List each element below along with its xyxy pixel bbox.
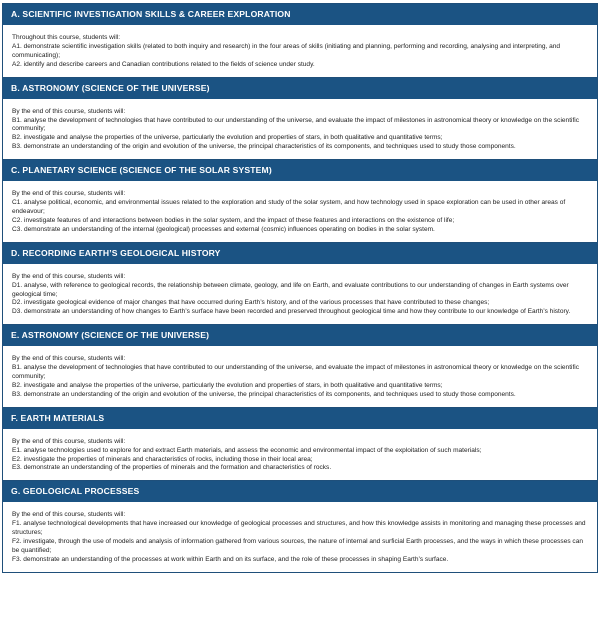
expectation-b3: B3. demonstrate an understanding of the origin and evolution of the universe, the principal characteristics of its components, and techniques used to study those components.	[12, 143, 516, 151]
section-header: D. RECORDING EARTH’S GEOLOGICAL HISTORY	[3, 243, 597, 264]
section-intro: By the end of this course, students will:	[12, 511, 126, 519]
section-body	[3, 264, 597, 325]
curriculum-document	[2, 3, 598, 573]
section-intro: By the end of this course, students will:	[12, 190, 126, 198]
expectation-b1: B1. analyse the development of technologies that have contributed to our understanding of the universe, and evaluate the impact of milestones in astronomical theory or knowledge on the scientific community;	[12, 116, 580, 133]
section-c	[2, 160, 598, 243]
section-body	[3, 502, 597, 571]
section-intro: Throughout this course, students will:	[12, 34, 121, 41]
expectation-f1: F1. analyse technological developments that have increased our knowledge of geological processes and structures, and how this knowledge assists in monitoring and managing these processes and structures;	[12, 520, 586, 537]
section-intro: By the end of this course, students will:	[12, 272, 126, 280]
section-b	[2, 78, 598, 161]
expectation-a2: A2. identify and describe careers and Canadian contributions related to the fields of science under study.	[12, 60, 315, 68]
section-body	[3, 429, 597, 481]
expectation-c1: C1. analyse political, economic, and environmental issues related to the exploration and study of the solar system, and how technology used in space exploration can be used in other areas of endeavour;	[12, 199, 566, 215]
section-body	[3, 346, 597, 407]
section-e	[2, 325, 598, 408]
expectation-e-b1: B1. analyse the development of technologies that have contributed to our understanding of the universe, and evaluate the impact of milestones in astronomical theory or knowledge on the scientific community;	[12, 364, 580, 381]
expectation-d2: D2. investigate geological evidence of major changes that have occurred during Earth’s history, and of the various processes that have contributed to these changes;	[12, 299, 490, 307]
section-intro: By the end of this course, students will:	[12, 355, 126, 363]
section-header: A. SCIENTIFIC INVESTIGATION SKILLS & CAREER EXPLORATION	[3, 4, 597, 25]
expectation-e2: E2. investigate the properties of minerals and characteristics of rocks, including those in their local area;	[12, 455, 313, 463]
section-header: B. ASTRONOMY (SCIENCE OF THE UNIVERSE)	[3, 78, 597, 99]
section-body	[3, 99, 597, 160]
expectation-e-b2: B2. investigate and analyse the properties of the universe, particularly the evolution and properties of stars, in both qualitative and quantitative terms;	[12, 381, 443, 389]
section-header: F. EARTH MATERIALS	[3, 408, 597, 429]
expectation-e1: E1. analyse technologies used to explore for and extract Earth materials, and assess the economic and environmental impact of the exploitation of such materials;	[12, 446, 482, 454]
expectation-d3: D3. demonstrate an understanding of how changes to Earth’s surface have been recorded and preserved throughout geological time and how they contribute to our knowledge of Earth’s history.	[12, 308, 571, 316]
section-intro: By the end of this course, students will:	[12, 107, 126, 115]
expectation-b2: B2. investigate and analyse the properties of the universe, particularly the evolution and properties of stars, in both qualitative and quantitative terms;	[12, 134, 443, 142]
expectation-f2: F2. investigate, through the use of models and analysis of information gathered from various sources, the nature of internal and surficial Earth processes, and the ways in which these processes can be quantified;	[12, 538, 583, 554]
section-f	[2, 408, 598, 482]
section-body	[3, 181, 597, 242]
section-header: G. GEOLOGICAL PROCESSES	[3, 481, 597, 502]
expectation-d1: D1. analyse, with reference to geological records, the relationship between climate, geology, and life on Earth, and evaluate contributions to our understanding of changes in Earth systems over geological time;	[12, 281, 569, 298]
expectation-c3: C3. demonstrate an understanding of the internal (geological) processes and external (cosmic) influences operating on bodies in the solar system.	[12, 225, 435, 233]
expectation-e3: E3. demonstrate an understanding of the properties of minerals and the formation and characteristics of rocks.	[12, 464, 332, 472]
section-body	[3, 25, 597, 77]
section-d	[2, 243, 598, 326]
section-intro: By the end of this course, students will:	[12, 437, 126, 445]
expectation-a1: A1. demonstrate scientific investigation skills (related to both inquiry and research) in the four areas of skills (initiating and planning, performing and recording, analysing and interpreting, and communicating);	[12, 42, 561, 59]
section-header: C. PLANETARY SCIENCE (SCIENCE OF THE SOLAR SYSTEM)	[3, 160, 597, 181]
section-a	[2, 3, 598, 78]
expectation-f3: F3. demonstrate an understanding of the processes at work within Earth and on its surface, and the role of these processes in shaping Earth’s surface.	[12, 555, 449, 563]
section-g	[2, 481, 598, 572]
section-header: E. ASTRONOMY (SCIENCE OF THE UNIVERSE)	[3, 325, 597, 346]
expectation-c2: C2. investigate features of and interactions between bodies in the solar system, and the impact of these features and interactions on the existence of life;	[12, 216, 455, 224]
expectation-e-b3: B3. demonstrate an understanding of the origin and evolution of the universe, the principal characteristics of its components, and techniques used to study those components.	[12, 390, 516, 398]
